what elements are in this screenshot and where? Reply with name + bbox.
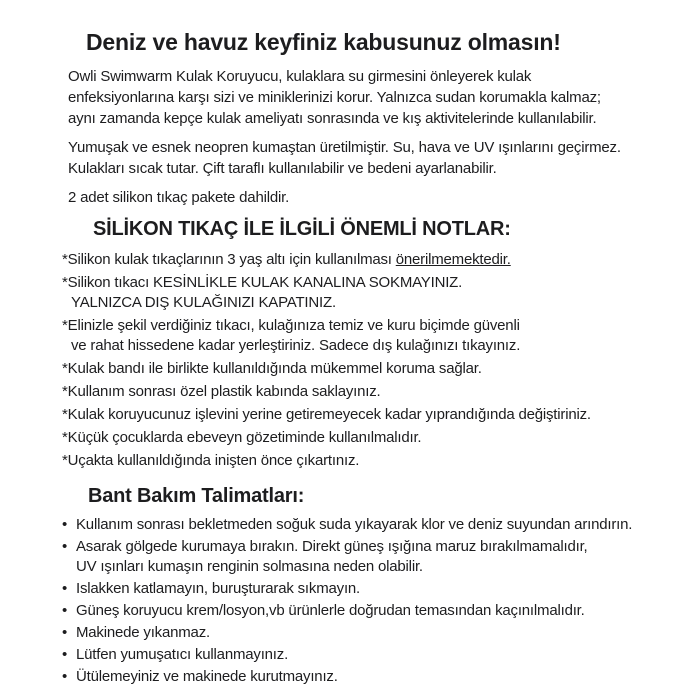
list-item — [62, 405, 700, 425]
list-item — [62, 250, 700, 270]
bullet-icon: • — [62, 602, 68, 619]
intro-paragraph-2 — [68, 137, 700, 179]
list-item-line: Güneş koruyucu krem/losyon,vb ürünlerle doğrudan temasından kaçınılmalıdır. — [76, 602, 585, 619]
intro-paragraph-1 — [68, 66, 700, 129]
list-item — [62, 316, 700, 356]
paragraph-line: aynı zamanda kepçe kulak ameliyatı sonrasında ve kış aktivitelerinde kullanılabilir. — [68, 110, 597, 127]
paragraph-line: 2 adet silikon tıkaç pakete dahildir. — [68, 189, 290, 206]
care-instructions-list — [62, 515, 700, 687]
silicone-notes-list — [62, 250, 700, 471]
list-item — [62, 515, 700, 535]
intro-section — [68, 66, 700, 208]
bullet-icon: • — [62, 624, 68, 641]
list-item-line: *Kulak koruyucunuz işlevini yerine getiremeyecek kadar yıprandığında değiştiriniz. — [62, 406, 591, 423]
paragraph-line: Owli Swimwarm Kulak Koruyucu, kulaklara su girmesini önleyerek kulak — [68, 68, 532, 85]
bullet-icon: • — [62, 538, 68, 555]
paragraph-line: Kulakları sıcak tutar. Çift taraflı kullanılabilir ve bedeni ayarlanabilir. — [68, 160, 497, 177]
bullet-icon: • — [62, 646, 68, 663]
bullet-icon: • — [62, 516, 68, 533]
list-item-line: YALNIZCA DIŞ KULAĞINIZI KAPATINIZ. — [71, 294, 336, 311]
list-item-line: *Silikon tıkacı KESİNLİKLE KULAK KANALINA SOKMAYINIZ. — [62, 274, 463, 291]
list-item-text: *Silikon kulak tıkaçlarının 3 yaş altı için kullanılması — [62, 251, 396, 268]
list-item — [62, 667, 700, 687]
bullet-icon: • — [62, 580, 68, 597]
list-item — [62, 579, 700, 599]
list-item — [62, 645, 700, 665]
list-item-line: *Elinizle şekil verdiğiniz tıkacı, kulağınıza temiz ve kuru biçimde güvenli — [62, 317, 520, 334]
page-title: Deniz ve havuz keyfiniz kabusunuz olmasın! — [86, 29, 561, 55]
list-item — [62, 537, 700, 577]
paragraph-line: Yumuşak ve esnek neopren kumaştan üretilmiştir. Su, hava ve UV ışınlarını geçirmez. — [68, 139, 621, 156]
list-item-line: *Kullanım sonrası özel plastik kabında saklayınız. — [62, 383, 381, 400]
list-item — [62, 382, 700, 402]
care-instructions-heading: Bant Bakım Talimatları: — [88, 485, 305, 507]
list-item — [62, 451, 700, 471]
list-item-line: *Küçük çocuklarda ebeveyn gözetiminde kullanılmalıdır. — [62, 429, 422, 446]
list-item-line: Makinede yıkanmaz. — [76, 624, 210, 641]
list-item — [62, 359, 700, 379]
list-item — [62, 428, 700, 448]
list-item-line: Lütfen yumuşatıcı kullanmayınız. — [76, 646, 289, 663]
list-item-line: *Uçakta kullanıldığında inişten önce çıkartınız. — [62, 452, 360, 469]
list-item-line: *Kulak bandı ile birlikte kullanıldığında mükemmel koruma sağlar. — [62, 360, 482, 377]
list-item-line — [62, 250, 700, 270]
silicone-notes-heading: SİLİKON TIKAÇ İLE İLGİLİ ÖNEMLİ NOTLAR: — [93, 218, 511, 240]
list-item-line: Kullanım sonrası bekletmeden soğuk suda yıkayarak klor ve deniz suyundan arındırın. — [76, 516, 633, 533]
intro-paragraph-3 — [68, 187, 700, 208]
list-item — [62, 601, 700, 621]
list-item-line: UV ışınları kumaşın renginin solmasına neden olabilir. — [76, 558, 423, 575]
list-item-line: Islakken katlamayın, buruşturarak sıkmayın. — [76, 580, 361, 597]
list-item-line: Ütülemeyiniz ve makinede kurutmayınız. — [76, 668, 338, 685]
list-item — [62, 273, 700, 313]
list-item-line: ve rahat hissedene kadar yerleştiriniz. Sadece dış kulağınızı tıkayınız. — [71, 337, 521, 354]
paragraph-line: enfeksiyonlarına karşı sizi ve miniklerinizi korur. Yalnızca sudan korumakla kalmaz; — [68, 89, 601, 106]
underlined-text: önerilmemektedir. — [395, 251, 511, 268]
list-item-line: Asarak gölgede kurumaya bırakın. Direkt güneş ışığına maruz bırakılmamalıdır, — [76, 538, 588, 555]
bullet-icon: • — [62, 668, 68, 685]
list-item — [62, 623, 700, 643]
